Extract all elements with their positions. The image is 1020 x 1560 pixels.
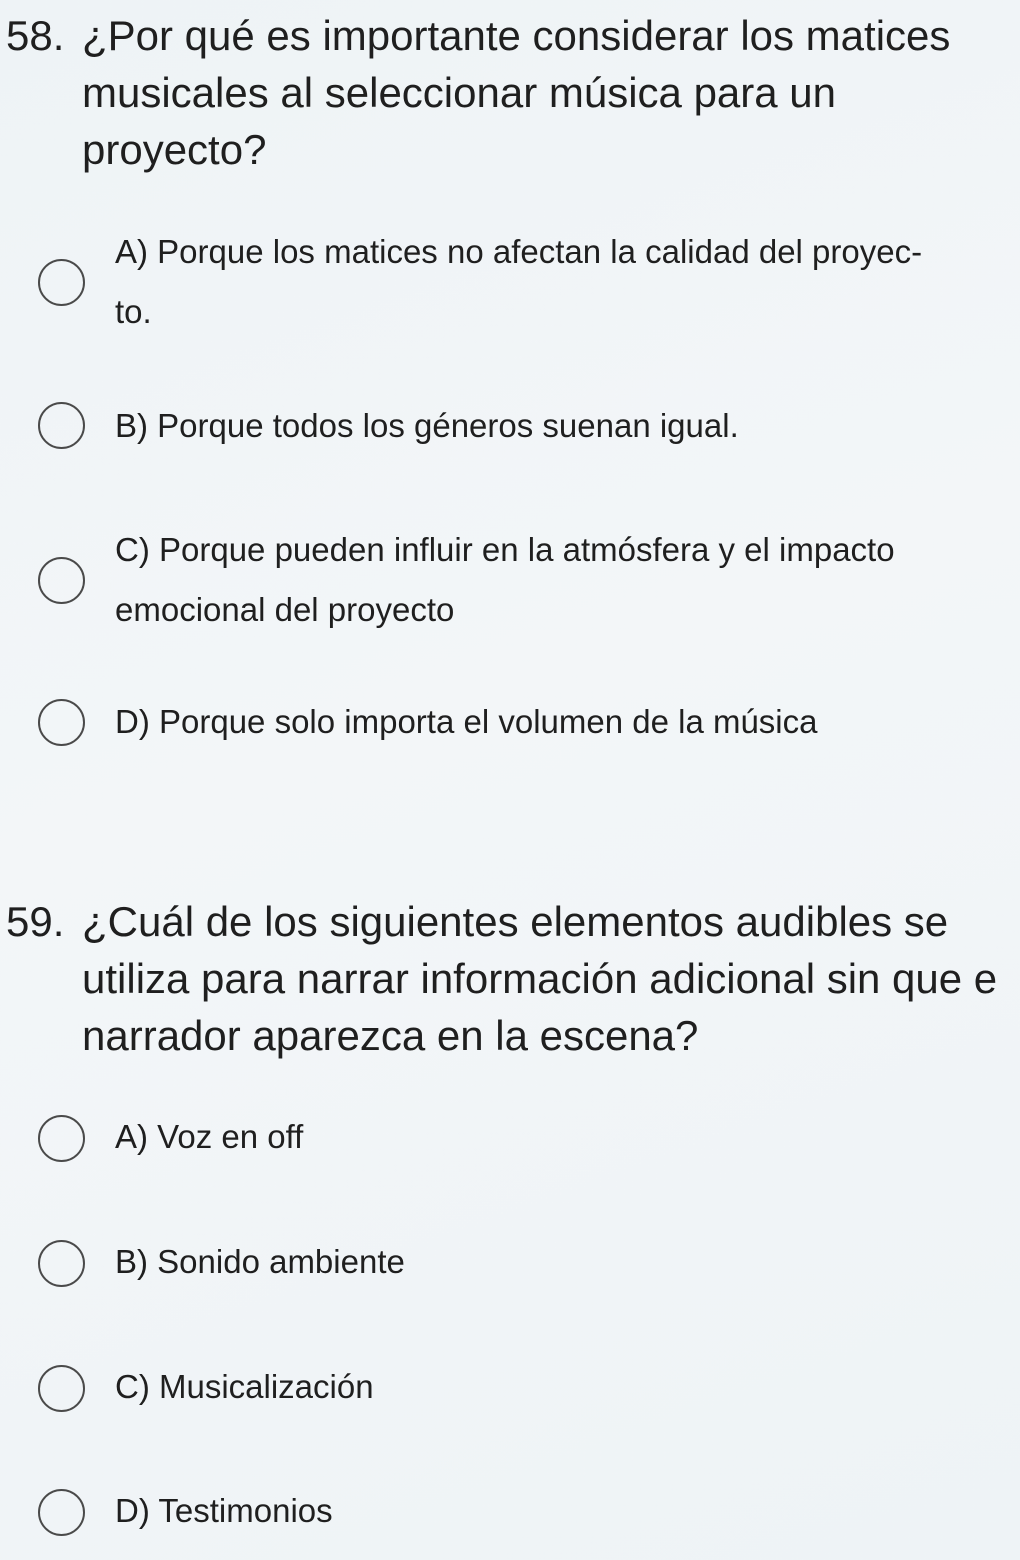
option-label — [115, 396, 739, 456]
question-text-line: narrador aparezca en la escena? — [82, 1012, 699, 1059]
option-label-line: emocional del proyecto — [115, 591, 455, 628]
option-label-line: A) Porque los matices no afectan la calidad del proyec- — [115, 233, 923, 270]
radio-button[interactable] — [38, 557, 85, 604]
option-label — [115, 692, 818, 752]
option-label-line: C) Porque pueden influir en la atmósfera y el impacto — [115, 531, 895, 568]
question-text — [82, 893, 1020, 1064]
radio-button[interactable] — [38, 259, 85, 306]
radio-button[interactable] — [38, 1365, 85, 1412]
option-label-line: D) Testimonios — [115, 1492, 333, 1529]
radio-button[interactable] — [38, 1489, 85, 1536]
question-number: 58. — [6, 12, 65, 59]
option-label — [115, 1481, 333, 1541]
option-label-line: A) Voz en off — [115, 1118, 304, 1155]
option-label-line: B) Porque todos los géneros suenan igual. — [115, 407, 739, 444]
option-label-line: D) Porque solo importa el volumen de la música — [115, 703, 818, 740]
question-number: 59. — [6, 898, 65, 945]
radio-button[interactable] — [38, 699, 85, 746]
radio-button[interactable] — [38, 402, 85, 449]
radio-button[interactable] — [38, 1115, 85, 1162]
question-text-line: ¿Cuál de los siguientes elementos audibles se — [82, 898, 949, 945]
question-text-line: musicales al seleccionar música para un — [82, 69, 837, 116]
option-label-line: B) Sonido ambiente — [115, 1243, 405, 1280]
option-label — [115, 222, 922, 342]
option-label-line: to. — [115, 293, 152, 330]
option-label — [115, 520, 895, 640]
option-label-line: C) Musicalización — [115, 1368, 374, 1405]
question-text — [82, 7, 1020, 178]
question-text-line: utiliza para narrar información adicional sin que e — [82, 955, 998, 1002]
option-label — [115, 1107, 303, 1167]
radio-button[interactable] — [38, 1240, 85, 1287]
question-text-line: proyecto? — [82, 126, 267, 173]
question-text-line: ¿Por qué es importante considerar los matices — [82, 12, 951, 59]
option-label — [115, 1232, 405, 1292]
option-label — [115, 1357, 374, 1417]
